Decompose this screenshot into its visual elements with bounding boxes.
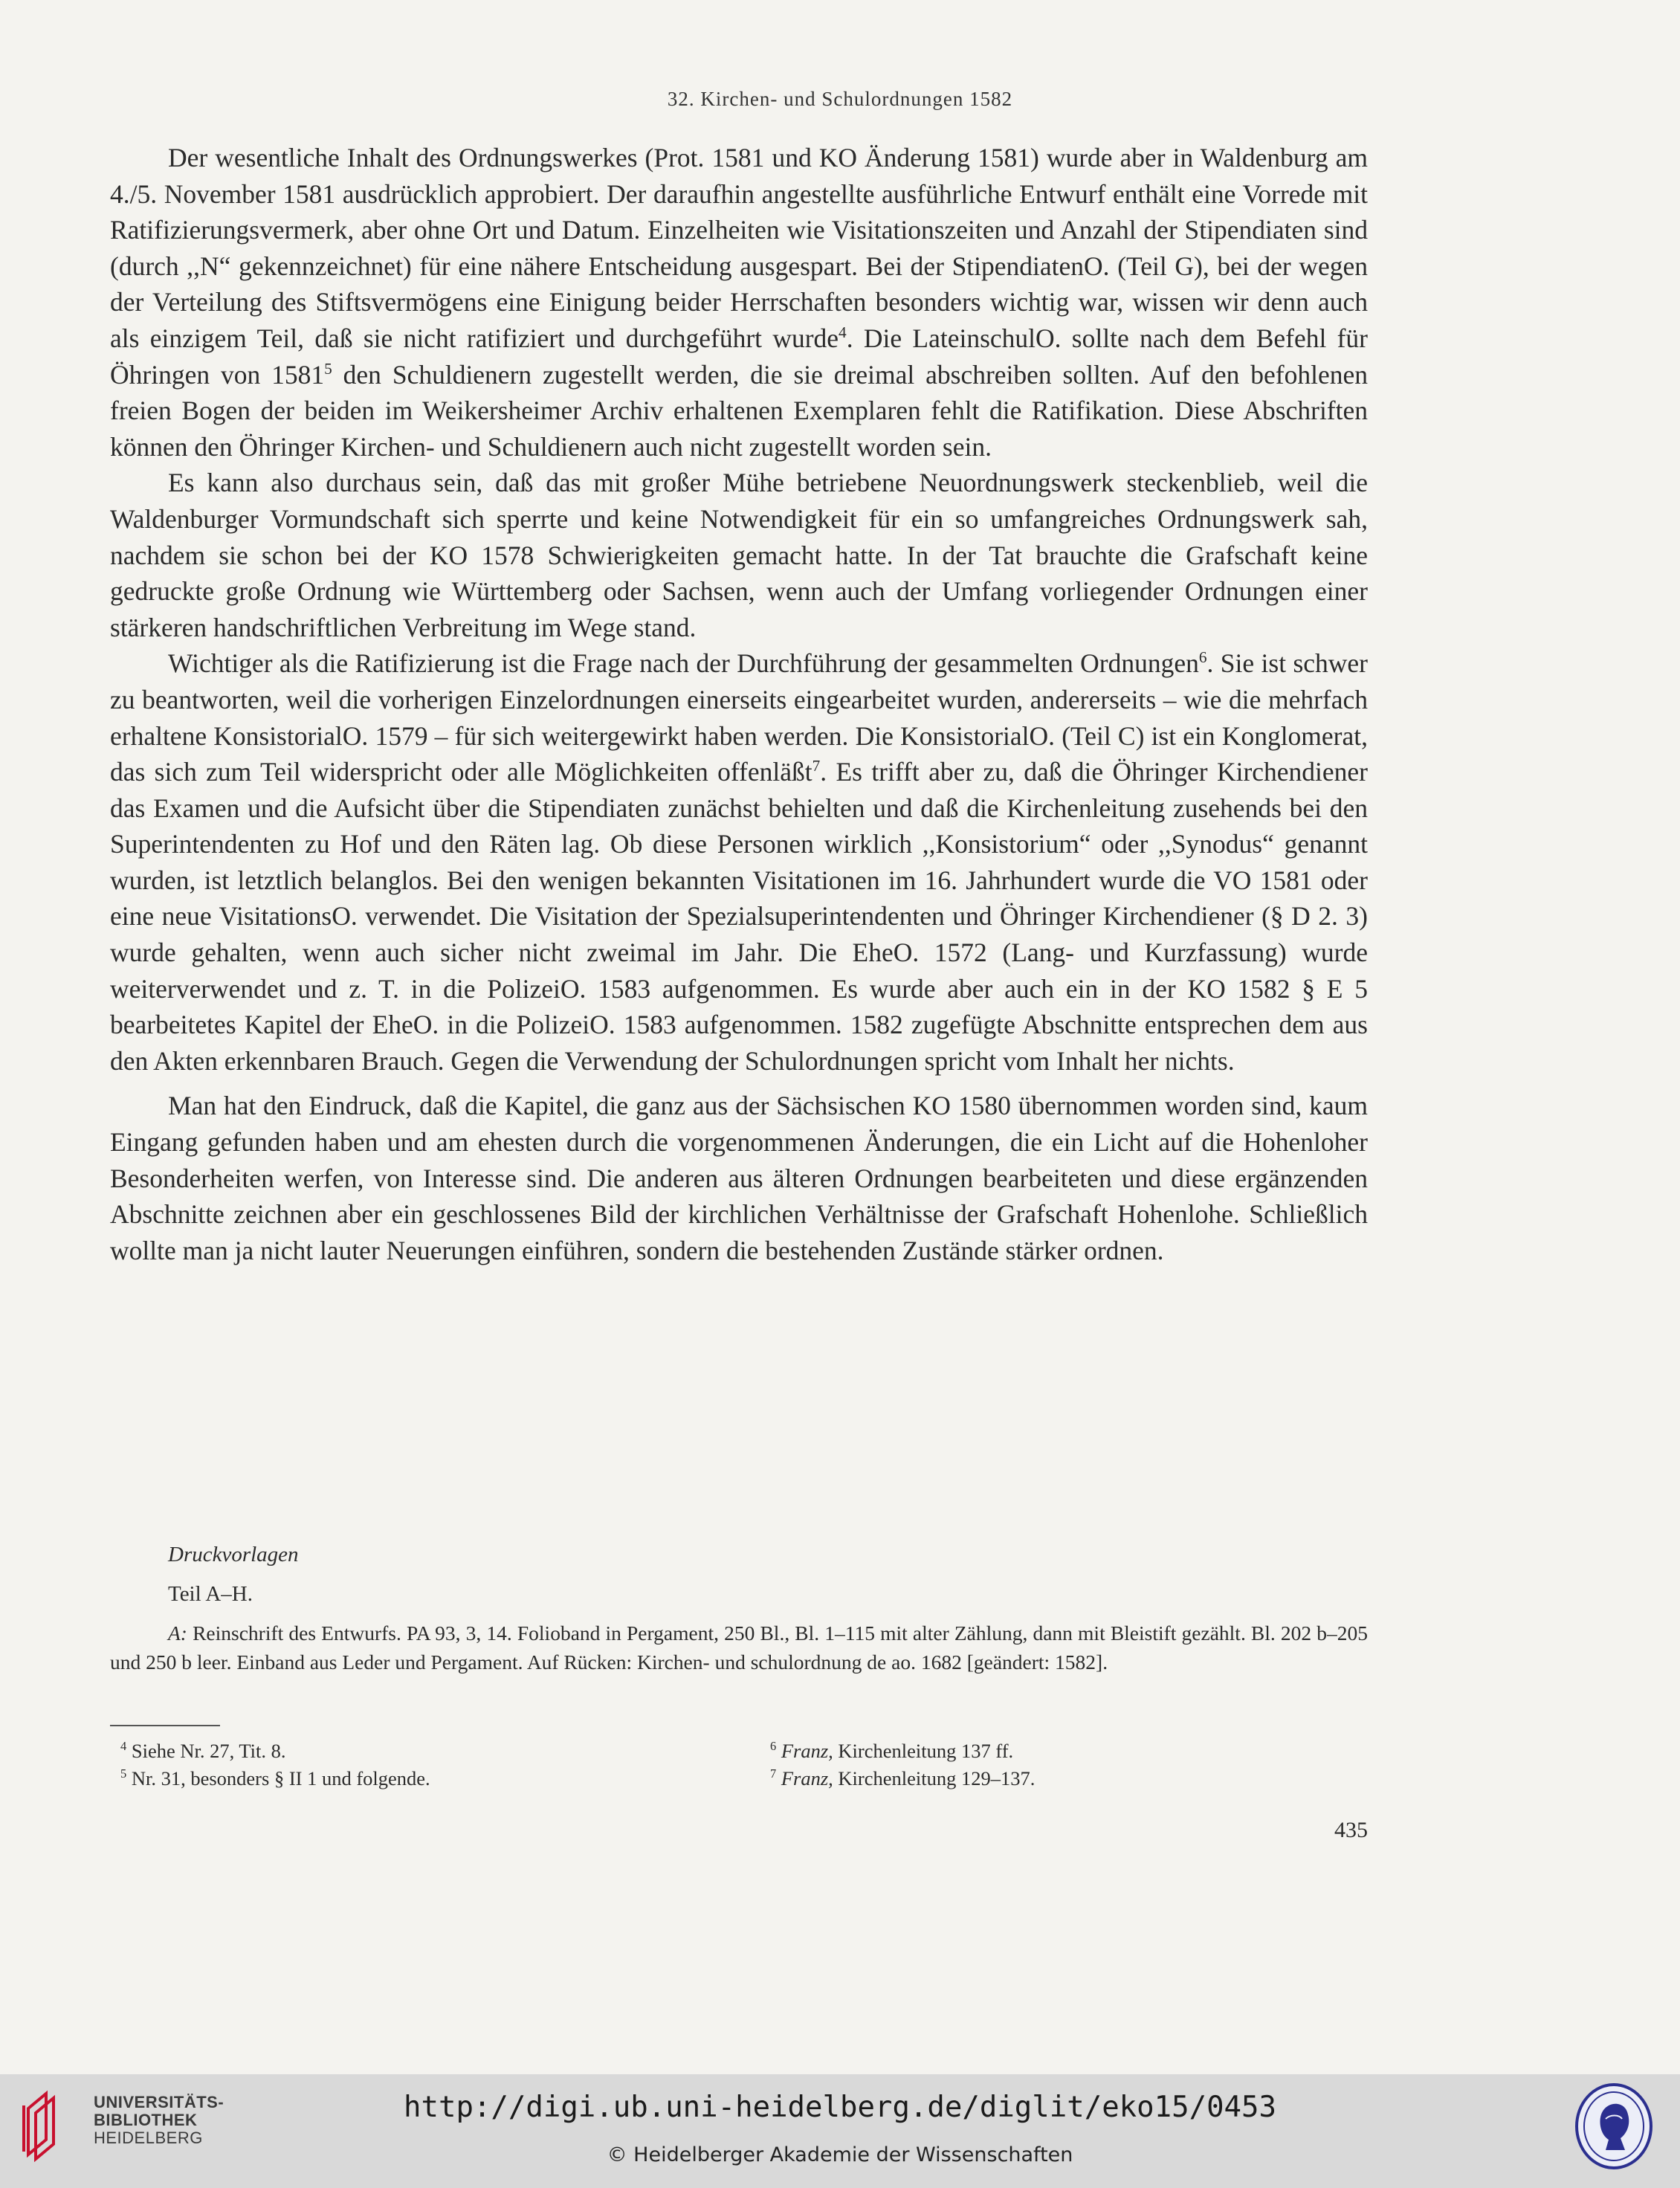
paragraph-2	[110, 465, 1368, 645]
paragraph-text: Man hat den Eindruck, daß die Kapitel, die ganz aus der Sächsischen KO 1580 übernommen worden sind, kaum Eingang gefunden haben und am ehesten durch die vorgenommenen Änderungen, die ein Licht auf die Hohenloher Besonderheiten werfen, von Interesse sind. Die anderen aus älteren Ordnungen bearbeiteten und diese ergänzenden Abschnitte zeichnen aber ein geschlossenes Bild der kirchlichen Verhältnisse der Grafschaft Hohenlohe. Schließlich wollte man ja nicht lauter Neuerungen einführen, sondern die bestehenden Zustände stärker ordnen.	[110, 1091, 1368, 1265]
footnote-ref: 7	[812, 757, 821, 775]
paragraph-1	[110, 140, 1368, 465]
running-head: 32. Kirchen- und Schulordnungen 1582	[667, 88, 1013, 110]
body-text	[110, 140, 1368, 1268]
paragraph-text: . Sie ist schwer zu beantworten, weil die vorherigen Einzelordnungen einerseits eingearbeitet wurden, andererseits – wie die mehrfach erhaltene KonsistorialO. 1579 – für sich weitergewirkt haben werden. Die KonsistorialO. (Teil C) ist ein Konglomerat, das sich zum Teil widerspricht oder alle Möglichkeiten offenläßt	[110, 648, 1368, 787]
footnote-ref: 6	[1198, 648, 1207, 667]
druckvorlagen-entry-a	[110, 1619, 1368, 1677]
footnote-6: $^6$ Franz, Kirchenleitung 137 ff.	[770, 1739, 1014, 1762]
entry-label: A:	[168, 1621, 187, 1645]
footnote-4: $^4$ Siehe Nr. 27, Tit. 8.	[120, 1739, 286, 1762]
footnote-5: $^5$ Nr. 31, besonders § II 1 und folgende.	[120, 1766, 430, 1790]
footnote-ref: 5	[324, 359, 332, 378]
footnote-7: $^7$ Franz, Kirchenleitung 129–137.	[770, 1766, 1036, 1790]
paragraph-text: . Die LateinschulO. sollte nach dem Befehl für Öhringen von 1581	[110, 323, 1368, 390]
footnote-ref: 4	[839, 323, 847, 342]
paragraph-text: . Es trifft aber zu, daß die Öhringer Kirchendiener das Examen und die Aufsicht über die Stipendiaten zunächst behielten und daß die Kirchenleitung zusehends bei den Superintendenten zu Hof und den Räten lag. Ob diese Personen wirklich ,,Konsistorium“ oder ,,Synodus“ genannt wurden, ist letztlich belanglos. Bei den wenigen bekannten Visitationen im 16. Jahrhundert wurde die VO 1581 oder eine neue VisitationsO. verwendet. Die Visitation der Spezialsuperintendenten und Öhringer Kirchendiener (§ D 2. 3) wurde gehalten, wenn auch sicher nicht zweimal im Jahr. Die EheO. 1572 (Lang- und Kurzfassung) wurde weiterverwendet und z. T. in die PolizeiO. 1583 aufgenommen. Es wurde aber auch ein in der KO 1582 § E 5 bearbeitetes Kapitel der EheO. in die PolizeiO. 1583 aufgenommen. 1582 zugefügte Abschnitte entsprechen dem aus den Akten erkennbaren Brauch. Gegen die Verwendung der Schulordnungen spricht vom Inhalt her nichts.	[110, 757, 1368, 1076]
paragraph-text: Es kann also durchaus sein, daß das mit großer Mühe betriebene Neuordnungswerk steckenblieb, weil die Waldenburger Vormundschaft sich sperrte und keine Notwendigkeit für ein so umfangreiches Ordnungswerk sah, nachdem sie schon bei der KO 1578 Schwierigkeiten gemacht hatte. In der Tat brauchte die Grafschaft keine gedruckte große Ordnung wie Württemberg oder Sachsen, wenn auch der Umfang vorliegender Ordnungen einer stärkeren handschriftlichen Verbreitung im Wege stand.	[110, 468, 1368, 642]
paragraph-text: den Schuldienern zugestellt werden, die sie dreimal abschreiben sollten. Auf den befohlenen freien Bogen der beiden im Weikersheimer Archiv erhaltenen Exemplaren fehlt die Ratifikation. Diese Abschriften können den Öhringer Kirchen- und Schuldienern auch nicht zugestellt worden sein.	[110, 359, 1368, 462]
copyright-notice: © Heidelberger Akademie der Wissenschaften	[607, 2143, 1073, 2166]
paragraph-3	[110, 645, 1368, 1079]
page-number: 435	[1334, 1818, 1368, 1842]
paragraph-4	[110, 1088, 1368, 1268]
paragraph-text: Wichtiger als die Ratifizierung ist die Frage nach der Durchführung der gesammelten Ordnungen	[168, 648, 1199, 679]
library-name[interactable]: UNIVERSITÄTS- BIBLIOTHEK HEIDELBERG	[94, 2093, 224, 2147]
druckvorlagen-teil: Teil A–H.	[168, 1582, 253, 1606]
academy-seal-icon	[1573, 2082, 1655, 2171]
paragraph-text: Der wesentliche Inhalt des Ordnungswerkes (Prot. 1581 und KO Änderung 1581) wurde aber in Waldenburg am 4./5. November 1581 ausdrücklich approbiert. Der daraufhin angestellte ausführliche Entwurf enthält eine Vorrede mit Ratifizierungsvermerk, aber ohne Ort und Datum. Einzelheiten wie Visitationszeiten und Anzahl der Stipendiaten sind (durch ,,N“ gekennzeichnet) für eine nähere Entscheidung ausgespart. Bei der StipendiatenO. (Teil G), bei der wegen der Verteilung des Stiftsvermögens eine Einigung beider Herrschaften besonders wichtig war, wissen wir denn auch als einzigem Teil, daß sie nicht ratifiziert und durchgeführt wurde	[110, 143, 1368, 353]
footnote-divider	[110, 1725, 220, 1726]
entry-text: Reinschrift des Entwurfs. PA 93, 3, 14. Folioband in Pergament, 250 Bl., Bl. 1–115 mit alter Zählung, dann mit Bleistift gezählt. Bl. 202 b–205 und 250 b leer. Einband aus Leder und Pergament. Auf Rücken: Kirchen- und schulordnung de ao. 1682 [geändert: 1582].	[110, 1621, 1368, 1674]
druckvorlagen-heading: Druckvorlagen	[168, 1543, 299, 1566]
permalink-url[interactable]: http://digi.ub.uni-heidelberg.de/diglit/eko15/0453	[404, 2091, 1276, 2124]
